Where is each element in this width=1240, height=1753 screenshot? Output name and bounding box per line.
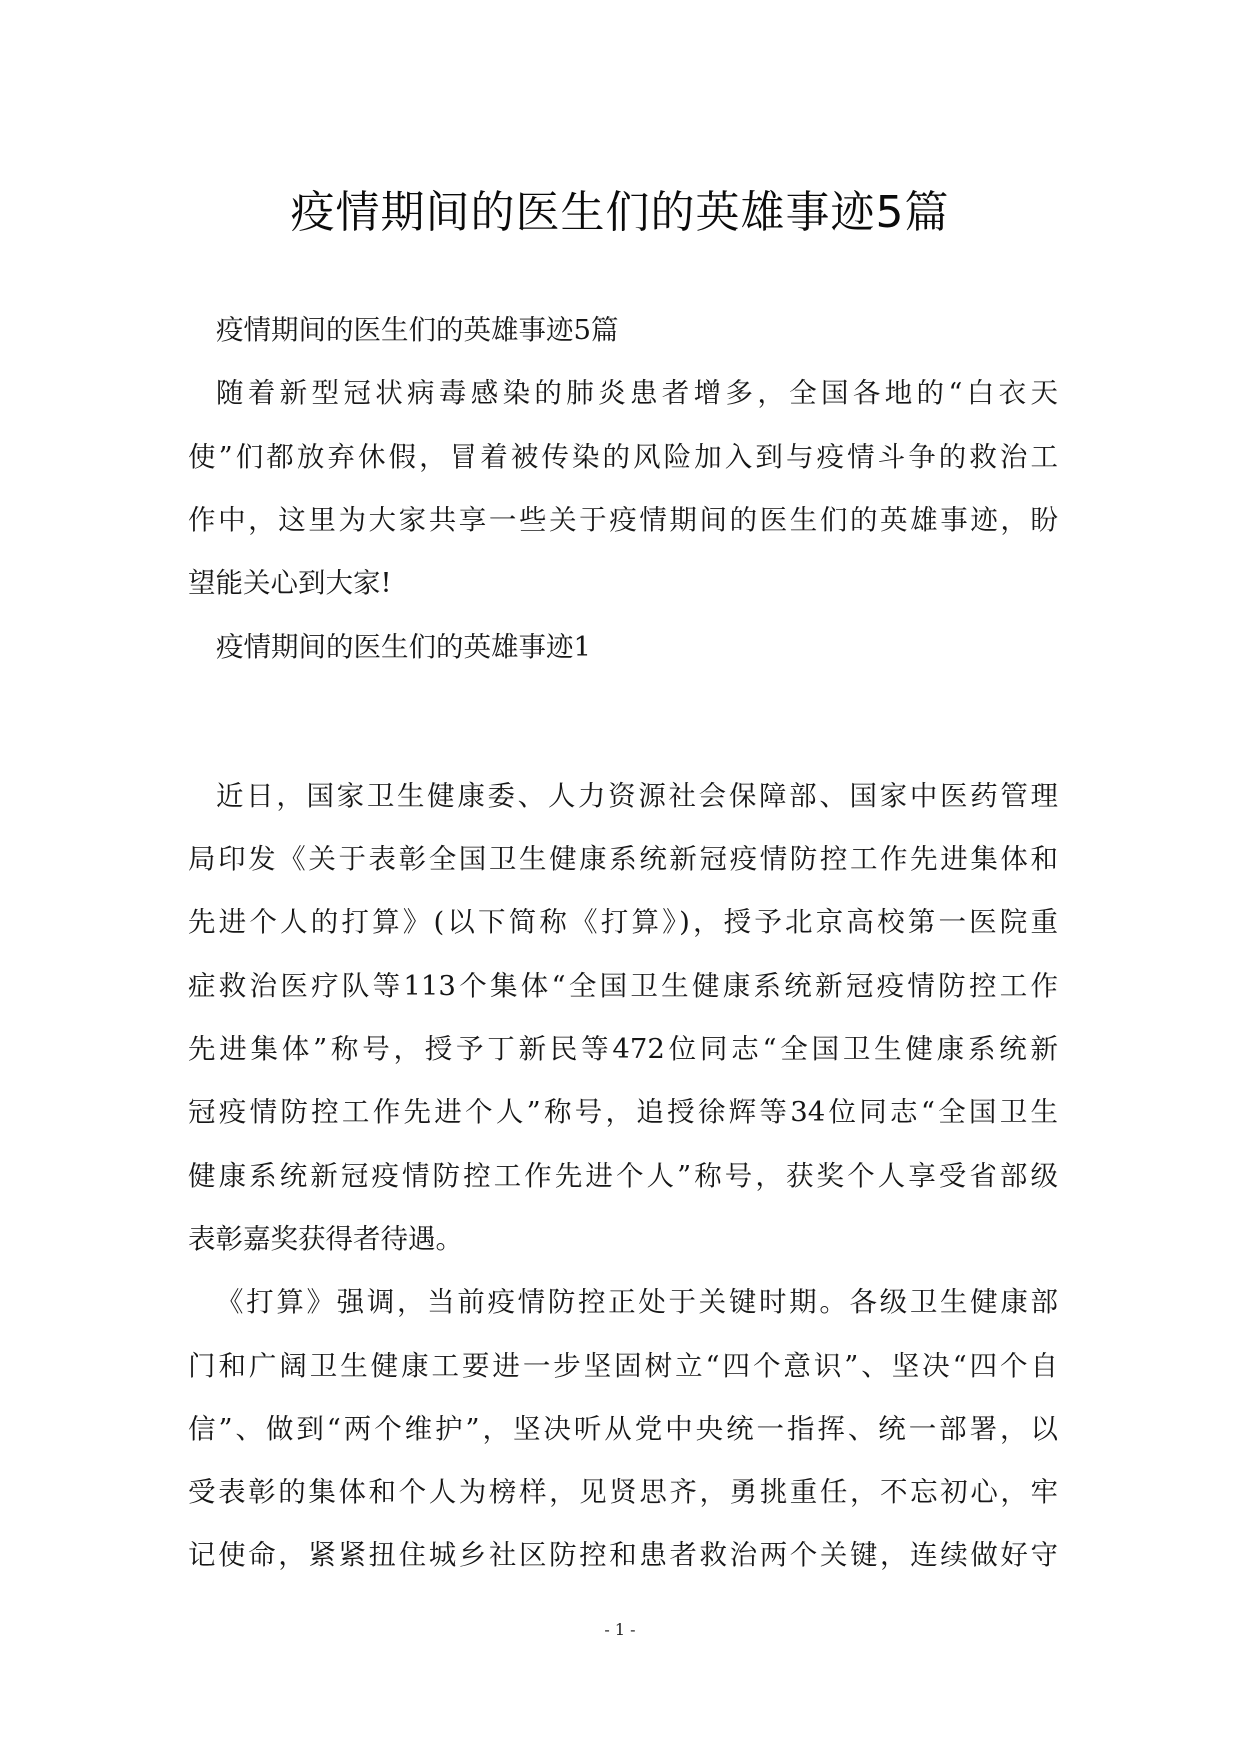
paragraph-1-line-1: 近日，国家卫生健康委、人力资源社会保障部、国家中医药管理 xyxy=(216,780,1058,812)
paragraph-1-line-7: 健康系统新冠疫情防控工作先进个人”称号，获奖个人享受省部级 xyxy=(188,1160,1058,1192)
intro-paragraph-line-4: 望能关心到大家! xyxy=(188,567,392,599)
page-number: - 1 - xyxy=(604,1620,636,1639)
paragraph-2-line-3: 信”、做到“两个维护”，坚决听从党中央统一指挥、统一部署，以 xyxy=(188,1413,1058,1445)
intro-paragraph-line-1: 随着新型冠状病毒感染的肺炎患者增多，全国各地的“白衣天 xyxy=(216,377,1058,409)
paragraph-2-line-4: 受表彰的集体和个人为榜样，见贤思齐，勇挑重任，不忘初心，牢 xyxy=(188,1476,1058,1508)
subtitle-line: 疫情期间的医生们的英雄事迹5篇 xyxy=(216,314,619,346)
paragraph-1-line-2: 局印发《关于表彰全国卫生健康系统新冠疫情防控工作先进集体和 xyxy=(188,843,1058,875)
intro-paragraph-line-2: 使”们都放弃休假，冒着被传染的风险加入到与疫情斗争的救治工 xyxy=(188,441,1058,473)
document-title: 疫情期间的医生们的英雄事迹5篇 xyxy=(290,187,950,238)
paragraph-1-line-4: 症救治医疗队等113个集体“全国卫生健康系统新冠疫情防控工作 xyxy=(188,970,1058,1002)
paragraph-1-line-3: 先进个人的打算》(以下简称《打算》)，授予北京高校第一医院重 xyxy=(188,906,1058,938)
paragraph-2-line-5: 记使命，紧紧扭住城乡社区防控和患者救治两个关键，连续做好守 xyxy=(188,1539,1058,1571)
intro-paragraph-line-3: 作中，这里为大家共享一些关于疫情期间的医生们的英雄事迹，盼 xyxy=(188,504,1058,536)
paragraph-1-line-6: 冠疫情防控工作先进个人”称号，追授徐辉等34位同志“全国卫生 xyxy=(188,1096,1058,1128)
section-heading-1: 疫情期间的医生们的英雄事迹1 xyxy=(216,631,591,663)
paragraph-2-line-1: 《打算》强调，当前疫情防控正处于关键时期。各级卫生健康部 xyxy=(216,1286,1058,1318)
paragraph-1-line-5: 先进集体”称号，授予丁新民等472位同志“全国卫生健康系统新 xyxy=(188,1033,1058,1065)
paragraph-1-line-8: 表彰嘉奖获得者待遇。 xyxy=(188,1223,463,1255)
paragraph-2-line-2: 门和广阔卫生健康工要进一步坚固树立“四个意识”、坚决“四个自 xyxy=(188,1350,1058,1382)
